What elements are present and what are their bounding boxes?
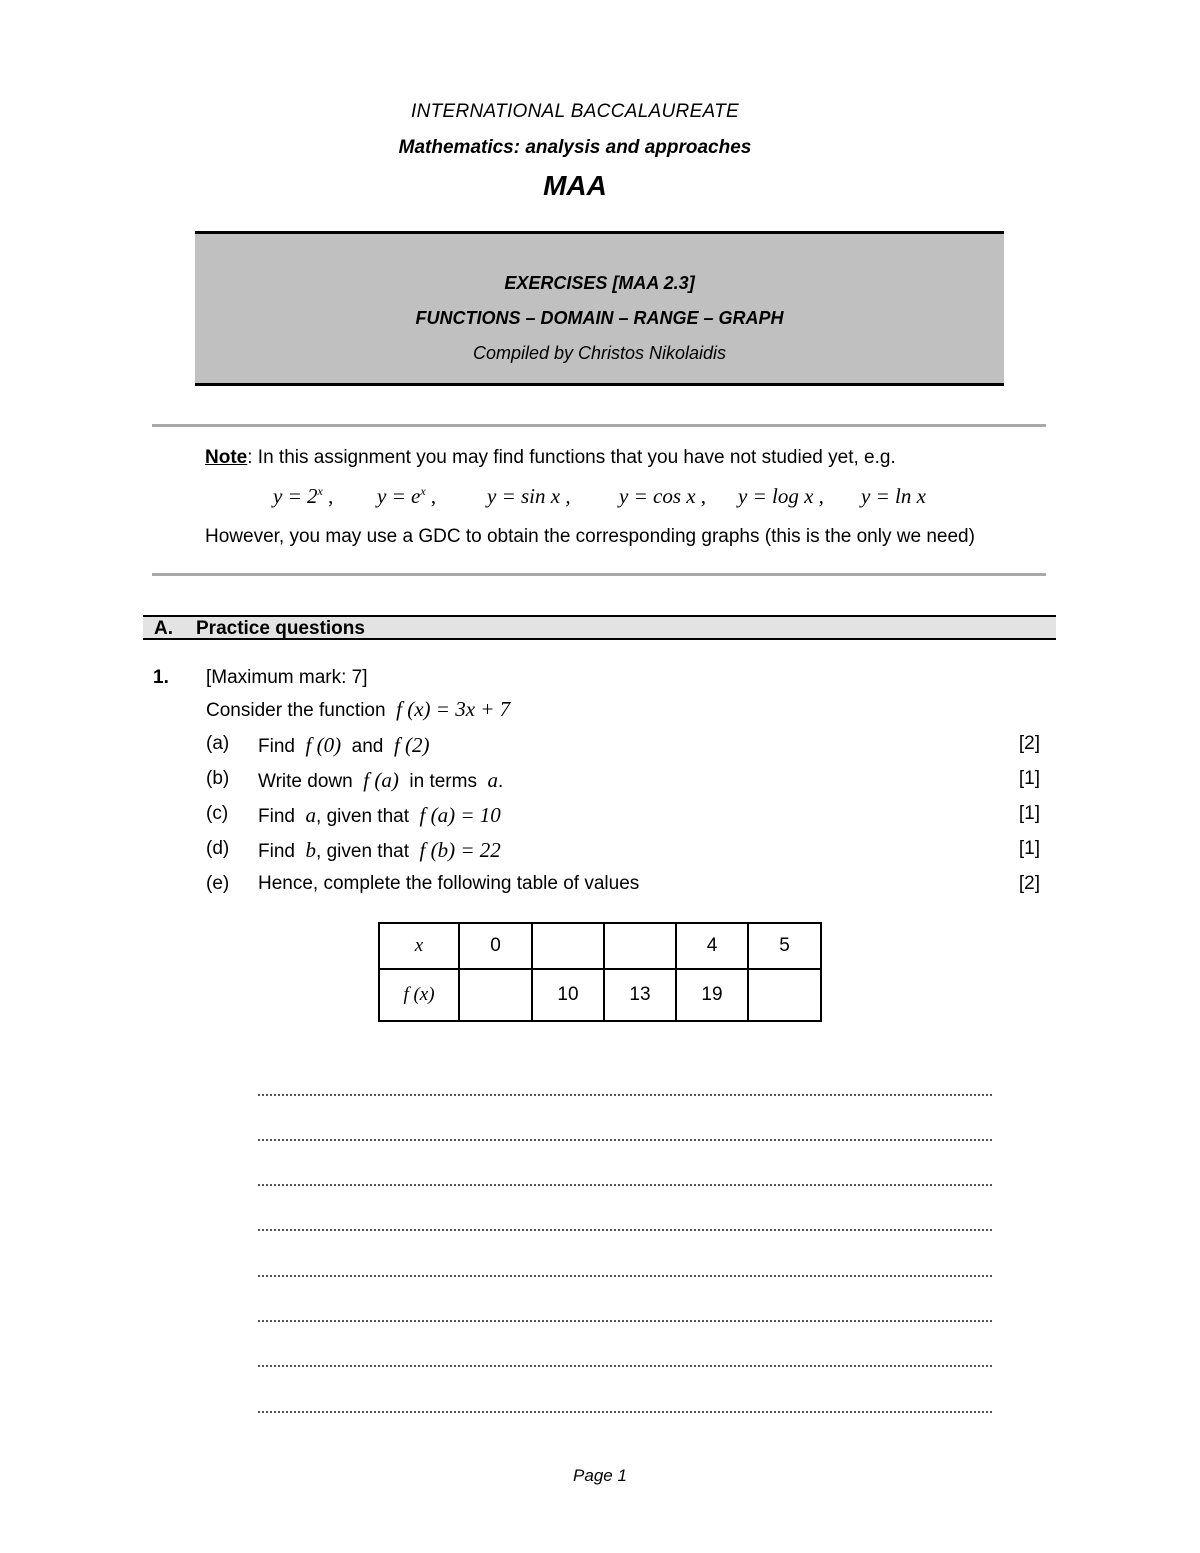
note-bottom-rule [152, 573, 1046, 576]
answer-line[interactable] [258, 1411, 992, 1413]
note-line [205, 447, 896, 469]
part-mark: [1] [1018, 838, 1040, 859]
table-cell: 5 [748, 923, 821, 969]
answer-line[interactable] [258, 1184, 992, 1186]
institution-title: INTERNATIONAL BACCALAUREATE [410, 101, 739, 122]
note-top-rule [152, 424, 1046, 427]
note-label: Note [205, 447, 248, 468]
function-example: y = sin x , [487, 484, 571, 508]
table-cell: 10 [532, 969, 604, 1021]
section-title: Practice questions [196, 618, 365, 639]
course-code: MAA [543, 170, 607, 201]
part-text: Hence, complete the following table of values [258, 873, 640, 894]
question-intro: Consider the function f (x) = 3x + 7 [206, 697, 511, 721]
part-label: (a) [206, 733, 230, 754]
function-example: $y = e^x$ , [377, 484, 437, 508]
max-mark: [Maximum mark: 7] [206, 667, 368, 688]
table-cell: 19 [676, 969, 748, 1021]
function-example: $y = 2^x$ , [273, 484, 334, 508]
topic-title: FUNCTIONS – DOMAIN – RANGE – GRAPH [415, 308, 784, 328]
table-row-header: x [379, 923, 459, 969]
function-example: y = log x , [738, 484, 824, 508]
part-mark: [2] [1018, 873, 1040, 894]
table-cell [748, 969, 821, 1021]
answer-line[interactable] [258, 1094, 992, 1096]
section-header [143, 615, 1056, 640]
part-label: (b) [206, 768, 230, 789]
table-row [379, 923, 821, 969]
answer-line[interactable] [258, 1320, 992, 1322]
part-label: (d) [206, 838, 230, 859]
table-cell: 13 [604, 969, 676, 1021]
exercise-title: EXERCISES [MAA 2.3] [504, 273, 695, 293]
table-cell [459, 969, 532, 1021]
part-text: Write down f (a) in terms a. [258, 768, 504, 792]
part-text: Find b, given that f (b) = 22 [258, 838, 501, 862]
function-examples [205, 484, 965, 514]
part-label: (c) [206, 803, 229, 824]
table-cell [604, 923, 676, 969]
part-mark: [1] [1018, 803, 1040, 824]
title-box [195, 231, 1004, 386]
table-cell [532, 923, 604, 969]
question-number: 1. [153, 667, 169, 688]
answer-line[interactable] [258, 1365, 992, 1367]
section-letter: A. [154, 618, 173, 639]
answer-line[interactable] [258, 1139, 992, 1141]
function-example: y = cos x , [619, 484, 707, 508]
part-mark: [1] [1018, 768, 1040, 789]
part-label: (e) [206, 873, 230, 894]
note-footer: However, you may use a GDC to obtain the corresponding graphs (this is the only we need) [205, 526, 975, 547]
page-number: Page 1 [573, 1466, 627, 1485]
part-text: Find f (0) and f (2) [258, 733, 430, 757]
part-text: Find a, given that f (a) = 10 [258, 803, 501, 827]
table-row-header: f (x) [379, 969, 459, 1021]
part-mark: [2] [1018, 733, 1040, 754]
function-example: y = ln x [861, 484, 926, 508]
course-title: Mathematics: analysis and approaches [398, 137, 752, 158]
author-credit: Compiled by Christos Nikolaidis [472, 343, 727, 363]
function-definition: f (x) = 3x + 7 [396, 697, 511, 721]
table-cell: 4 [676, 923, 748, 969]
note-text: : In this assignment you may find functions that you have not studied yet, e.g. [247, 447, 896, 468]
answer-line[interactable] [258, 1229, 992, 1231]
values-table [378, 922, 822, 1022]
answer-line[interactable] [258, 1275, 992, 1277]
table-row [379, 969, 821, 1021]
table-cell: 0 [459, 923, 532, 969]
